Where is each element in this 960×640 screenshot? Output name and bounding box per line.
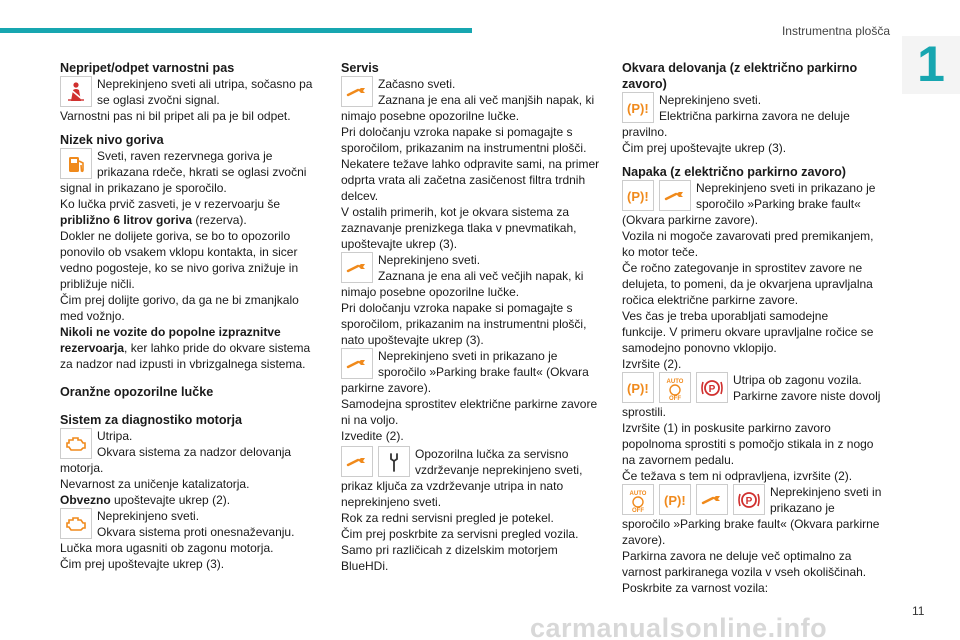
malf-a-line-1: Neprekinjeno sveti. <box>659 93 762 107</box>
engine-icon <box>60 508 92 539</box>
page-number: 11 <box>912 604 925 618</box>
fuel-line-13-rest: , ker lahko pride do okvare sistema <box>124 341 311 355</box>
service-a-line-4: Pri določanju vzroka napake si pomagajte s <box>341 125 573 139</box>
section-title-service: Servis <box>341 61 379 75</box>
service-d-line-5: Rok za redni servisni pregled je potekel. <box>341 511 554 525</box>
fault-b-line-9: Ves čas je treba uporabljati samodejne <box>622 309 829 323</box>
service-a-line-1: Začasno sveti. <box>378 77 456 91</box>
service-b-line-2: Zaznana je ena ali več večjih napak, ki <box>378 269 584 283</box>
parking-brake-fault-icon <box>622 372 654 403</box>
malf-a-line-2: Električna parkirna zavora ne deluje <box>659 109 850 123</box>
service-d-line-4: neprekinjeno sveti. <box>341 495 442 509</box>
fault-b-line-3: (Okvara parkirne zavore). <box>622 213 759 227</box>
fuel-line-1: Sveti, raven rezervnega goriva je <box>97 149 273 163</box>
service-b-line-3: nimajo posebne opozorilne lučke. <box>341 285 520 299</box>
diag-a-line-2: Okvara sistema za nadzor delovanja <box>97 445 292 459</box>
service-a-line-7: odprta vrata ali začetna zasičenost filtra trdnih <box>341 173 586 187</box>
spanner-icon <box>378 446 410 477</box>
auto-off-icon <box>622 484 654 515</box>
fault-d-line-5: Parkirna zavora ne deluje več optimalno za <box>622 549 852 563</box>
svg-text:AUTO: AUTO <box>629 490 647 497</box>
fault-b-line-5: ko motor teče. <box>622 245 699 259</box>
fault-c-line-2: Parkirne zavore niste dovolj <box>733 389 881 403</box>
service-a-line-10: zaznavanje prenizkega tlaka v pnevmatikah, <box>341 221 577 235</box>
service-d-line-1: Opozorilna lučka za servisno <box>415 447 569 461</box>
malf-a-line-3: pravilno. <box>622 125 668 139</box>
column-1 <box>60 60 322 572</box>
fault-b-line-7: delujeta, to pomeni, da je okvarjena upravljalna <box>622 277 873 291</box>
fault-d-line-2: prikazano je <box>770 501 835 515</box>
fuel-reserve-note: (rezerva). <box>192 213 247 227</box>
seatbelt-line-3: Varnostni pas ni bil pripet ali pa je bil odpet. <box>60 109 291 123</box>
fault-c-line-4: Izvršite (1) in poskusite parkirno zavoro <box>622 421 831 435</box>
service-c-line-2: sporočilo »Parking brake fault« (Okvara <box>378 365 589 379</box>
fuel-line-12: Nikoli ne vozite do popolne izpraznitve <box>60 325 281 339</box>
column-3 <box>622 60 892 596</box>
svg-text:P: P <box>708 383 716 395</box>
service-a-line-8: delcev. <box>341 189 379 203</box>
svg-text:(P)!: (P)! <box>627 100 649 116</box>
diag-b-line-2: Okvara sistema proti onesnaževanju. <box>97 525 295 539</box>
diag-a-line-5 <box>60 492 322 508</box>
fuel-line-5 <box>60 212 322 228</box>
fuel-tank-word: rezervoarja <box>60 341 125 355</box>
section-title-seatbelt: Nepripet/odpet varnostni pas <box>60 61 235 75</box>
column-2 <box>341 60 603 574</box>
fuel-reserve-amount: približno 6 litrov goriva <box>60 213 193 227</box>
fault-d-line-6: varnost parkiranega vozila v vseh okoliščinah. <box>622 565 867 579</box>
diag-a-line-5-rest: upoštevajte ukrep (2). <box>110 493 231 507</box>
seatbelt-line-2: se oglasi zvočni signal. <box>97 93 220 107</box>
service-b-line-5: sporočilom, prikazanim na instrumentni plošči, <box>341 317 587 331</box>
service-d-line-8: BlueHDi. <box>341 559 389 573</box>
fault-c-line-6: na zavornem pedalu. <box>622 453 735 467</box>
service-a-line-3: nimajo posebne opozorilne lučke. <box>341 109 520 123</box>
fuel-line-13 <box>60 340 322 356</box>
section-title-malfunction-2: zavoro) <box>622 77 667 91</box>
section-title-fault: Napaka (z električno parkirno zavoro) <box>622 165 846 179</box>
seatbelt-icon <box>60 76 92 107</box>
fault-b-line-4: Vozila ni mogoče zavarovati pred premikanjem, <box>622 229 874 243</box>
fuel-line-14: za nadzor nad izpusti in vbrizgalnega sistema. <box>60 357 306 371</box>
service-c-line-6: Izvedite (2). <box>341 429 404 443</box>
diag-b-line-3: Lučka mora ugasniti ob zagonu motorja. <box>60 541 274 555</box>
fault-b-line-2: sporočilo »Parking brake fault« <box>696 197 861 211</box>
fault-b-line-6: Če ročno zategovanje in sprostitev zavore ne <box>622 261 863 275</box>
svg-text:OFF: OFF <box>669 395 681 401</box>
fuel-line-11: med vožnjo. <box>60 309 125 323</box>
svg-text:OFF: OFF <box>632 507 644 513</box>
fault-c-line-7: Če težava s tem ni odpravljena, izvršite (2). <box>622 469 853 483</box>
diag-b-line-1: Neprekinjeno sveti. <box>97 509 200 523</box>
fuel-line-4: Ko lučka prvič zasveti, je v rezervoarju še <box>60 197 281 211</box>
section-title-fuel: Nizek nivo goriva <box>60 133 164 147</box>
service-c-line-5: ni na voljo. <box>341 413 399 427</box>
service-d-line-3: prikaz ključa za vzdrževanje utripa in nato <box>341 479 564 493</box>
svg-text:AUTO: AUTO <box>666 378 684 385</box>
fault-b-line-8: ročica električne parkirne zavore. <box>622 293 799 307</box>
header-accent-bar <box>0 28 472 33</box>
parking-brake-fault-icon <box>622 92 654 123</box>
service-d-line-6: Čim prej poskrbite za servisni pregled vozila. <box>341 527 579 541</box>
engine-icon <box>60 428 92 459</box>
service-b-line-6: nato upoštevajte ukrep (3). <box>341 333 484 347</box>
brake-circle-icon <box>696 372 728 403</box>
fuel-line-7: ponovilo ob vsakem vklopu kontakta, in sicer <box>60 245 298 259</box>
diag-a-line-3: motorja. <box>60 461 104 475</box>
fuel-line-6: Dokler ne dolijete goriva, se bo to opozorilo <box>60 229 291 243</box>
service-a-line-5: sporočilom, prikazanim na instrumentni plošči. <box>341 141 587 155</box>
service-d-line-2: vzdrževanje neprekinjeno sveti, <box>415 463 583 477</box>
fuel-line-2: prikazana rdeče, hkrati se oglasi zvočni <box>97 165 307 179</box>
brake-circle-icon <box>733 484 765 515</box>
fuel-pump-icon <box>60 148 92 179</box>
fault-b-line-12: Izvršite (2). <box>622 357 682 371</box>
wrench-icon <box>341 446 373 477</box>
diag-a-line-4: Nevarnost za uničenje katalizatorja. <box>60 477 250 491</box>
fault-d-line-1: Neprekinjeno sveti in <box>770 485 882 499</box>
section-title-malfunction-1: Okvara delovanja (z električno parkirno <box>622 61 858 75</box>
auto-off-icon <box>659 372 691 403</box>
svg-text:(P)!: (P)! <box>627 380 649 396</box>
fault-c-line-1: Utripa ob zagonu vozila. <box>733 373 862 387</box>
fault-d-line-3: sporočilo »Parking brake fault« (Okvara parkirne <box>622 517 880 531</box>
fault-b-line-11: samodejno ponovno vklopijo. <box>622 341 777 355</box>
svg-text:(P)!: (P)! <box>664 492 686 508</box>
wrench-icon <box>696 484 728 515</box>
service-c-line-1: Neprekinjeno sveti in prikazano je <box>378 349 558 363</box>
wrench-icon <box>341 348 373 379</box>
svg-text:P: P <box>745 495 753 507</box>
wrench-icon <box>341 252 373 283</box>
malf-a-line-4: Čim prej upoštevajte ukrep (3). <box>622 141 787 155</box>
diag-a-line-1: Utripa. <box>97 429 133 443</box>
service-a-line-2: Zaznana je ena ali več manjših napak, ki <box>378 93 595 107</box>
section-title-engine-diagnostics: Sistem za diagnostiko motorja <box>60 413 242 427</box>
fuel-line-3: signal in prikazano je sporočilo. <box>60 181 227 195</box>
watermark: carmanualsonline.info <box>530 613 828 640</box>
fault-b-line-10: funkcije. V primeru okvare upravljalne ročice se <box>622 325 874 339</box>
service-a-line-6: Nekatere težave lahko odpravite sami, na primer <box>341 157 600 171</box>
service-a-line-11: upoštevajte ukrep (3). <box>341 237 458 251</box>
wrench-icon <box>659 180 691 211</box>
fault-d-line-4: zavore). <box>622 533 666 547</box>
fuel-line-9: približuje ničli. <box>60 277 135 291</box>
fault-c-line-5: popolnoma sprostiti s pomočjo stikala in z nogo <box>622 437 874 451</box>
service-d-line-7: Samo pri različicah z dizelskim motorjem <box>341 543 558 557</box>
parking-brake-fault-icon <box>659 484 691 515</box>
seatbelt-line-1: Neprekinjeno sveti ali utripa, sočasno pa <box>97 77 313 91</box>
fuel-line-8: vedno pogosteje, ko se nivo goriva znižuje in <box>60 261 299 275</box>
service-c-line-4: Samodejna sprostitev električne parkirne zavore <box>341 397 598 411</box>
service-c-line-3: parkirne zavore). <box>341 381 432 395</box>
diag-b-line-4: Čim prej upoštevajte ukrep (3). <box>60 557 225 571</box>
wrench-icon <box>341 76 373 107</box>
section-title-orange-lights: Oranžne opozorilne lučke <box>60 385 214 399</box>
diag-mandatory: Obvezno <box>60 493 111 507</box>
fault-d-line-7: Poskrbite za varnost vozila: <box>622 581 769 595</box>
chapter-number: 1 <box>917 36 945 92</box>
parking-brake-fault-icon <box>622 180 654 211</box>
svg-text:(P)!: (P)! <box>627 188 649 204</box>
service-a-line-9: V ostalih primerih, kot je okvara sistema za <box>341 205 570 219</box>
service-b-line-4: Pri določanju vzroka napake si pomagajte s <box>341 301 573 315</box>
page-header-title: Instrumentna plošča <box>781 24 890 38</box>
fault-c-line-3: sprostili. <box>622 405 667 419</box>
service-b-line-1: Neprekinjeno sveti. <box>378 253 481 267</box>
fuel-line-10: Čim prej dolijte gorivo, da ga ne bi zmanjkalo <box>60 293 299 307</box>
fault-b-line-1: Neprekinjeno sveti in prikazano je <box>696 181 876 195</box>
